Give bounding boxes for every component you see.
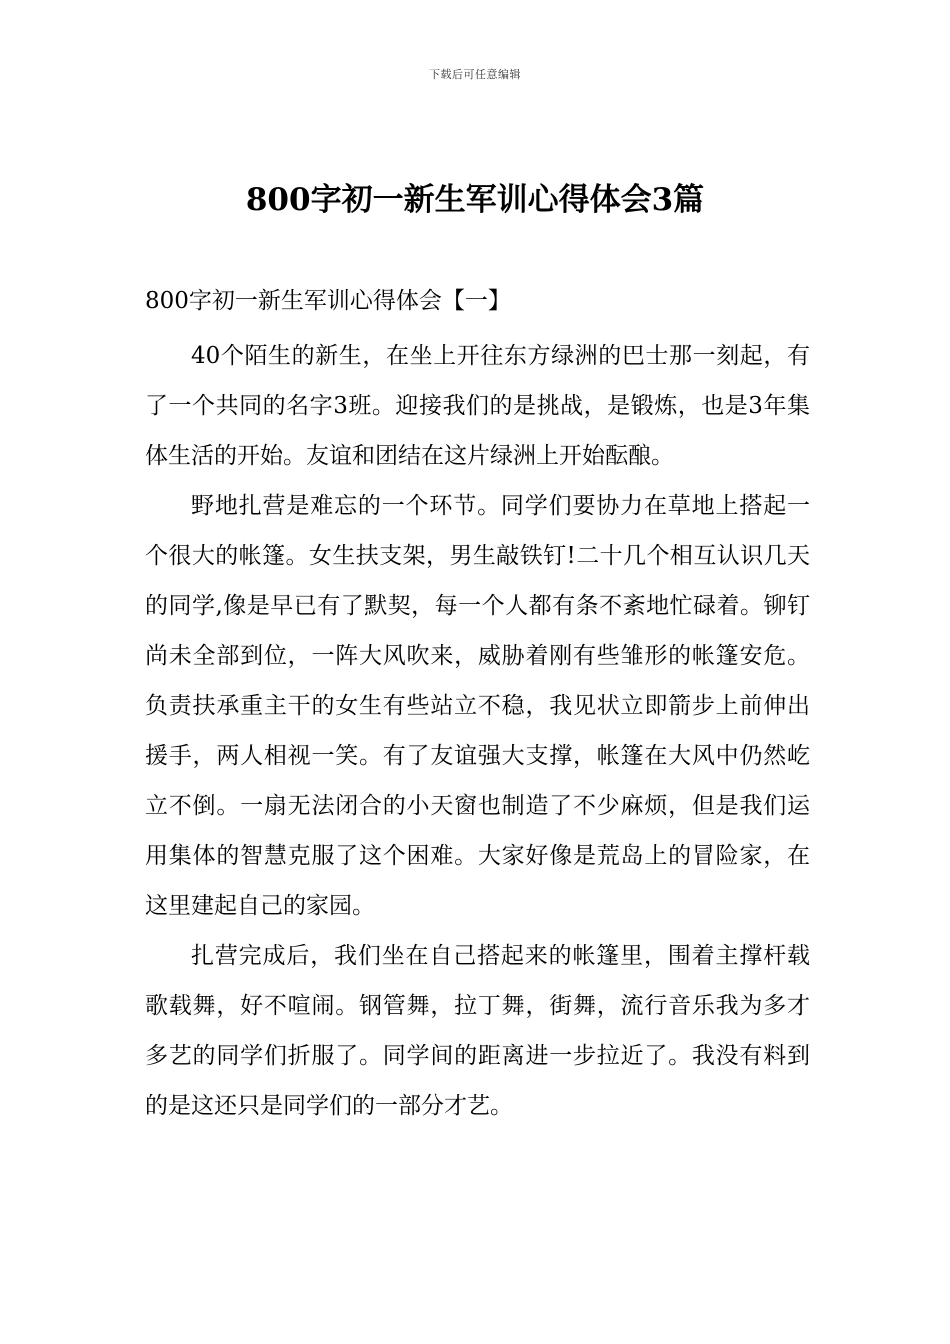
paragraph-1: 40个陌生的新生，在坐上开往东方绿洲的巴士那一刻起，有了一个共同的名字3班。迎接我们的是挑战，是锻炼，也是3年集体生活的开始。友谊和团结在这片绿洲上开始酝酿。 xyxy=(145,343,810,469)
document-body xyxy=(145,281,810,1131)
paragraph-2: 野地扎营是难忘的一个环节。同学们要协力在草地上搭起一个很大的帐篷。女生扶支架，男生敲铁钉!二十几个相互认识几天的同学,像是早已有了默契，每一个人都有条不紊地忙碌着。铆钉尚未全部到位，一阵大风吹来，威胁着刚有些雏形的帐篷安危。负责扶承重主干的女生有些站立不稳，我见状立即箭步上前伸出援手，两人相视一笑。有了友谊强大支撑，帐篷在大风中仍然屹立不倒。一扇无法闭合的小天窗也制造了不少麻烦，但是我们运用集体的智慧克服了这个困难。大家好像是荒岛上的冒险家，在这里建起自己的家园。 xyxy=(145,493,810,919)
section-heading: 800字初一新生军训心得体会【一】 xyxy=(145,288,511,314)
paragraph-3: 扎营完成后，我们坐在自己搭起来的帐篷里，围着主撑杆载歌载舞，好不喧闹。钢管舞，拉丁舞，街舞，流行音乐我为多才多艺的同学们折服了。同学间的距离进一步拉近了。我没有料到的是这还只是同学们的一部分才艺。 xyxy=(145,943,810,1119)
document-title: 800字初一新生军训心得体会3篇 xyxy=(245,182,705,218)
header-note: 下载后可任意编辑 xyxy=(429,68,521,81)
